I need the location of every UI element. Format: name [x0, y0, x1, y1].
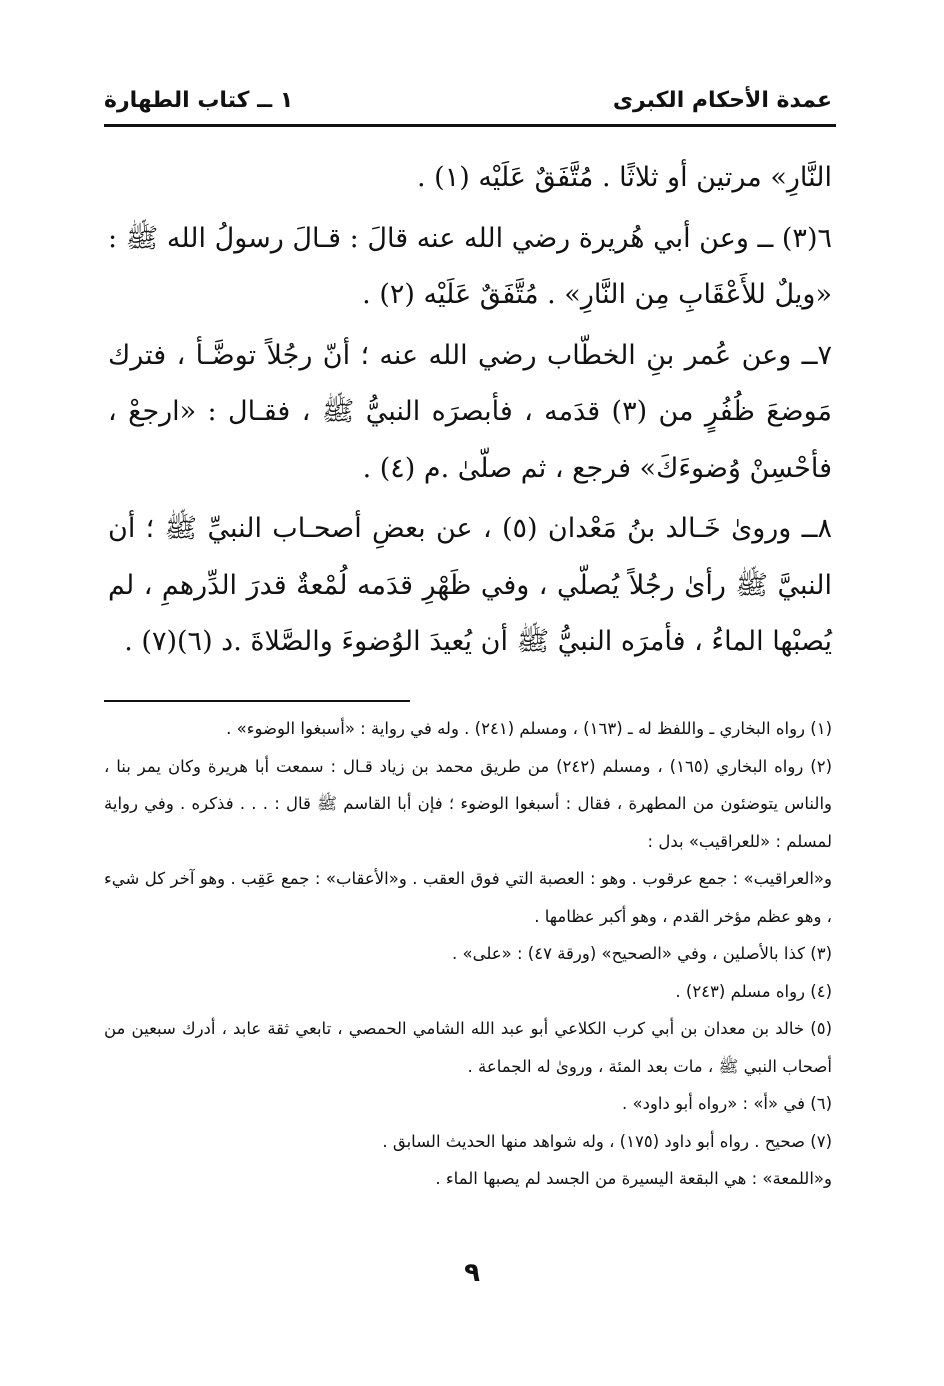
book-title: عمدة الأحكام الكبرى — [612, 88, 832, 113]
hadith-8: ٨ــ وروىٰ خَـالد بنُ مَعْدان (٥) ، عن بعضِ أصحـاب النبيِّ ﷺ ؛ أن النبيَّ ﷺ رأىٰ رجُلاً يُصلّي ، وفي ظَهْرِ قدَمه لُمْعةٌ قدرَ الدِّرهمِ ، لم يُصبْها الماءُ ، فأمرَه النبيُّ ﷺ أن يُعيدَ الوُضوءَ والصَّلاةَ .د (٦)(٧) . — [108, 513, 832, 657]
footnote-3: (٣) كذا بالأصلين ، وفي «الصحيح» (ورقة ٤٧) : «على» . — [451, 944, 832, 963]
hadith-continuation: النَّارِ» مرتين أو ثلاثًا . مُتَّفَقٌ عَلَيْه (١) . — [416, 162, 832, 193]
footnote-2: (٢) رواه البخاري (١٦٥) ، ومسلم (٢٤٢) من طريق محمد بن زياد قـال : سمعت أبا هريرة وكان يمر بنا ، والناس يتوضئون من المطهرة ، فقال : أسبغوا الوضوء ؛ فإن أبا القاسم ﷺ قال : . . . فذكره . وفي رواية لمسلم : «للعراقيب» بدل : — [104, 756, 832, 851]
footnote-7: (٧) صحيح . رواه أبو داود (١٧٥) ، وله شواهد منها الحديث السابق . — [382, 1131, 832, 1151]
page-number: ٩ — [464, 1258, 480, 1288]
footnote-6: (٦) في «أ» : «رواه أبو داود» . — [622, 1094, 832, 1113]
hadith-7: ٧ــ وعن عُمر بنِ الخطّاب رضي الله عنه ؛ أنّ رجُلاً توضَّـأ ، فترك مَوضعَ ظُفُرٍ من (٣) قدَمه ، فأبصرَه النبيُّ ﷺ ، فقـال : «ارجعْ ، فأحْسِنْ وُضوءَكَ» فرجع ، ثم صلّىٰ .م (٤) . — [108, 339, 832, 484]
running-header — [104, 84, 832, 124]
footnote-7-gloss: و«اللمعة» : هي البقعة اليسيرة من الجسد لم يصبها الماء . — [435, 1169, 832, 1188]
main-text — [108, 150, 832, 675]
footnote-1: (١) رواه البخاري ـ واللفظ له ـ (١٦٣) ، ومسلم (٢٤١) . وله في رواية : «أسبغوا الوضوء» . — [226, 719, 832, 738]
footnote-4: (٤) رواه مسلم (٢٤٣) . — [675, 981, 832, 1001]
header-rule — [104, 124, 836, 127]
hadith-6: ٦(٣) ــ وعن أبي هُريرة رضي الله عنه قالَ : قـالَ رسولُ الله ﷺ : «ويلٌ للأَعْقَابِ مِن النَّارِ» . مُتَّفَقٌ عَلَيْه (٢) . — [108, 222, 832, 310]
footnote-separator — [104, 700, 410, 702]
footnote-2-gloss: و«العراقيب» : جمع عرقوب . وهو : العصبة التي فوق العقب . و«الأعقاب» : جمع عَقِب . وهو آخر كل شيء ، وهو عظم مؤخر القدم ، وهو أكبر عظامها . — [104, 869, 832, 926]
footnote-5: (٥) خالد بن معدان بن أبي كرب الكلاعي أبو عبد الله الشامي الحمصي ، تابعي ثقة عابد ، أدرك سبعين من أصحاب النبي ﷺ ، مات بعد المئة ، وروىٰ له الجماعة . — [104, 1019, 832, 1076]
chapter-title: ١ ــ كتاب الطهارة — [104, 88, 294, 113]
footnotes — [104, 710, 832, 1198]
